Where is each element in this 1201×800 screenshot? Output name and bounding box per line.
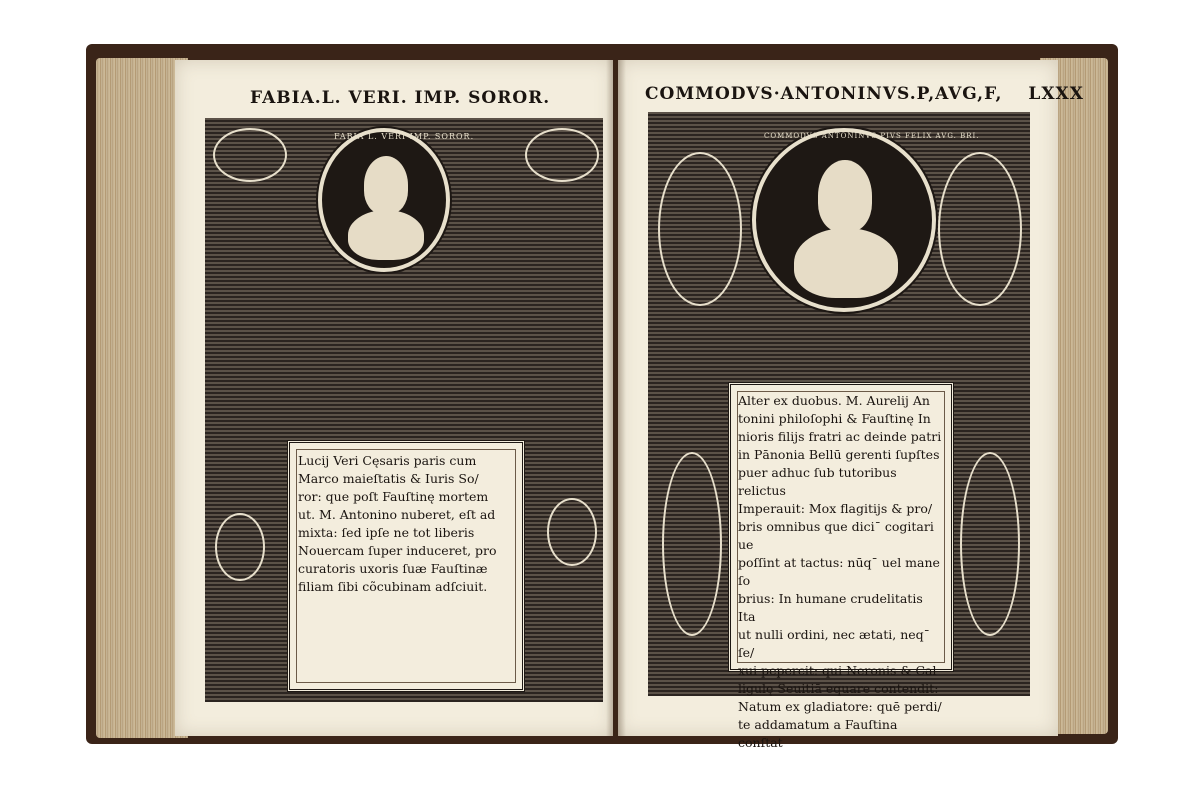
right-portrait-medallion [752, 128, 936, 312]
folio-number: LXXX [1028, 84, 1084, 104]
left-running-head: FABIA.L. VERI. IMP. SOROR. [250, 88, 551, 108]
right-running-head-title: COMMODVS·ANTONINVS.P,AVG,F, [645, 84, 1003, 104]
sphinx-ornament-right [938, 152, 1022, 306]
portrait-head [364, 156, 408, 214]
portrait-shoulders [794, 228, 898, 298]
portrait-shoulders [348, 210, 424, 260]
right-running-head [645, 84, 1084, 104]
left-body-text: Lucij Veri Cęsaris paris cum Marco maieſtatis & Iuris So/ ror: que poſt Fauſtinę mortem ut. M. Antonino nuberet, eſt ad mixta: ſed ipſe ne tot liberis Nouercam ſuper induceret, pro curatoris uxoris ſuæ Fauſtinæ filiam ſibi cõcubinam adſciuit. [298, 453, 497, 594]
cornucopia-ornament-right [525, 128, 599, 182]
cameo-ornament-right [547, 498, 597, 566]
sphinx-ornament-left [658, 152, 742, 306]
acanthus-ornament-right [960, 452, 1020, 636]
right-medallion-legend: COMMODVS ANTONINVS PIVS FELIX AVG. BRI. [764, 132, 980, 140]
cameo-ornament-left [215, 513, 265, 581]
gutter [606, 60, 626, 736]
portrait-head [818, 160, 872, 232]
left-portrait-medallion [318, 128, 450, 272]
acanthus-ornament-left [662, 452, 722, 636]
cornucopia-ornament-left [213, 128, 287, 182]
left-medallion-legend: FABIA L. VERI IMP. SOROR. [334, 132, 475, 141]
right-body-text: Alter ex duobus. M. Aurelij An tonini philoſophi & Fauſtinę In nioris filijs fratri ac deinde patri in Pānonia Bellū gerenti ſupſtes puer adhuc ſub tutoribus relictus Imperauit: Mox flagitijs & pro/ bris omnibus que diciˉ cogitari ue poſſint at tactus: nūqˉ uel mane ſo brius: In humane crudelitatis Ita ut nulli ordini, nec ætati, neqˉ ſe/ xui pepercit: qui Neronis & Cal ligulę Seuitiā equare contendit: Natum ex gladiatore: quē perdi/ te addamatum a Fauſtina conſtat [738, 393, 942, 750]
